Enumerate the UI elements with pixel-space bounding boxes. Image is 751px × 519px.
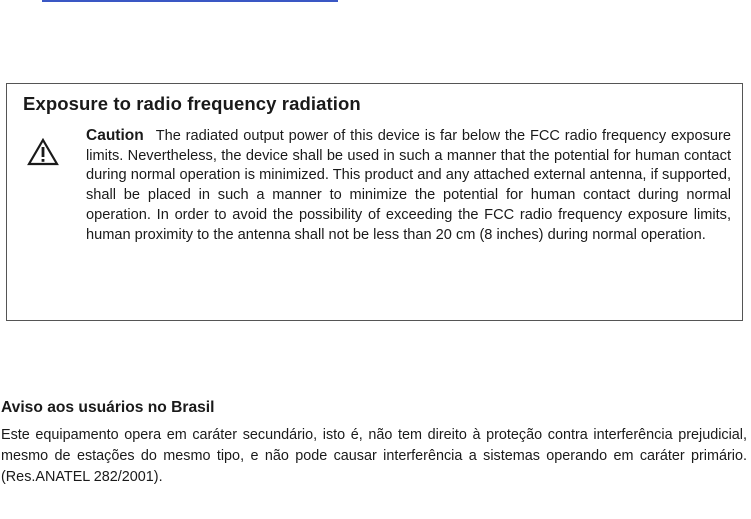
caution-text: The radiated output power of this device is far below the FCC radio frequency exposure limits. Nevertheless, the device shall be used in such a manner that the potential for human contact during normal operation is minimized. This product and any attached external antenna, if supported, shall be placed in such a manner to minimize the potential for human contact during normal operation. In order to avoid the possibility of exceeding the FCC radio frequency exposure limits, human proximity to the antenna shall not be less than 20 cm (8 inches) during normal operation. — [86, 128, 731, 243]
rf-exposure-notice — [6, 83, 743, 321]
brasil-notice-text: Este equipamento opera em caráter secundário, isto é, não tem direito à proteção contra interferência prejudicial, mesmo de estações do mesmo tipo, e não pode causar interferência a sistemas operando em caráter primário. (Res.ANATEL 282/2001). — [1, 427, 747, 485]
caution-paragraph — [86, 126, 731, 245]
caution-label: Caution — [86, 127, 144, 144]
top-link-underline — [42, 0, 338, 2]
rf-exposure-title: Exposure to radio frequency radiation — [23, 93, 361, 114]
brasil-notice-title: Aviso aos usuários no Brasil — [1, 399, 215, 416]
warning-triangle-icon — [27, 138, 59, 166]
